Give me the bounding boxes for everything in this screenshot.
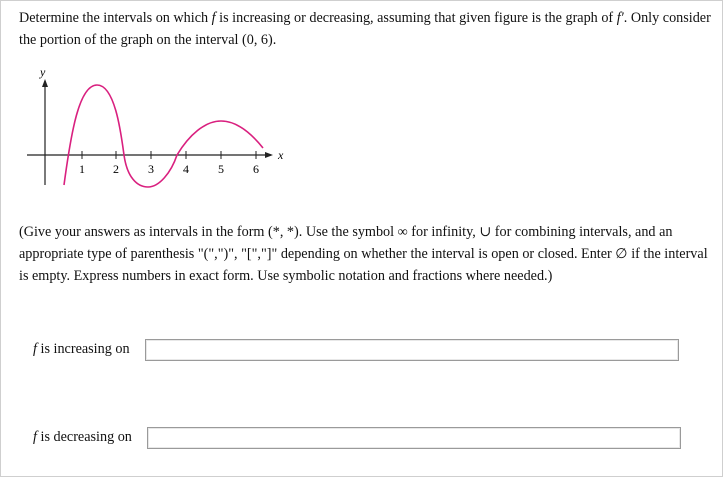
tick-label-3: 3 <box>148 162 154 176</box>
tick-label-1: 1 <box>79 162 85 176</box>
x-axis-arrow <box>265 152 273 158</box>
x-axis-label: x <box>278 148 284 162</box>
y-axis-label: y <box>40 65 46 79</box>
decreasing-label: f is decreasing on <box>33 429 132 445</box>
increasing-label: f is increasing on <box>33 341 130 357</box>
tick-label-5: 5 <box>218 162 224 176</box>
tick-label-6: 6 <box>253 162 259 176</box>
derivative-curve <box>64 85 263 187</box>
derivative-graph <box>11 63 311 198</box>
y-axis-arrow <box>42 79 48 87</box>
increasing-input[interactable] <box>145 339 679 361</box>
question-text: Determine the intervals on which f is increasing or decreasing, assuming that given figure is the graph of f′. Only consider the portion of the graph on the interval (0, 6). <box>19 10 711 48</box>
tick-label-2: 2 <box>113 162 119 176</box>
instructions-text: (Give your answers as intervals in the form (*, *). Use the symbol ∞ for infinity, ∪ for combining intervals, and an appropriate type of parenthesis "(",")", "[","]" depending on whether the interval is open or closed. Enter ∅ if the interval is empty. Express numbers in exact form. Use symbolic notation and fractions where needed.) <box>19 224 708 284</box>
tick-label-4: 4 <box>183 162 189 176</box>
decreasing-input[interactable] <box>147 427 681 449</box>
